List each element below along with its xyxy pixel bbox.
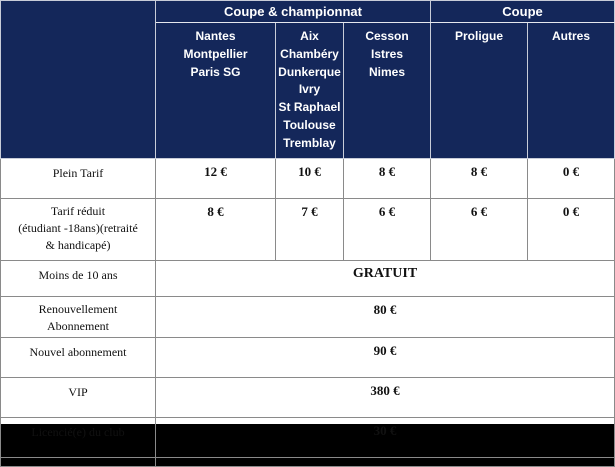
empty-cell [1, 458, 156, 467]
header-column-1 [156, 23, 276, 159]
city-label: Chambéry [280, 46, 339, 61]
price-cell: 8 € [431, 159, 528, 199]
header-column-3 [344, 23, 431, 159]
merged-value-cell: GRATUIT [156, 261, 615, 297]
merged-value-cell: 80 € [156, 297, 615, 338]
table-row-vip [1, 378, 615, 418]
city-label: Istres [370, 46, 404, 61]
row-label-line: & handicapé) [45, 238, 111, 252]
price-cell: 8 € [344, 159, 431, 199]
empty-cell [156, 458, 615, 467]
row-label-line: Renouvellement [38, 302, 118, 316]
city-label: Nantes [195, 29, 236, 43]
price-cell: 0 € [528, 199, 615, 261]
price-cell: 0 € [528, 159, 615, 199]
header-group-coupe-championnat: Coupe & championnat [156, 1, 431, 23]
row-label-line: Tarif réduit [50, 204, 106, 218]
row-label: Plein Tarif [1, 159, 156, 199]
row-label [1, 297, 156, 338]
city-label: Paris SG [190, 64, 241, 79]
row-label: Licencié(e) du club [1, 418, 156, 458]
city-label: Ivry [298, 82, 321, 97]
city-label: Proligue [455, 29, 504, 43]
header-column-4 [431, 23, 528, 159]
header-group-coupe: Coupe [431, 1, 615, 23]
table-row-nouvel-abonnement [1, 338, 615, 378]
merged-value-cell: 380 € [156, 378, 615, 418]
city-label: Cesson [365, 29, 409, 43]
city-label: Aix [300, 29, 319, 43]
header-column-5 [528, 23, 615, 159]
price-cell: 6 € [344, 199, 431, 261]
header-corner-cell [1, 1, 156, 159]
table-row-cropped [1, 458, 615, 467]
city-label: Tremblay [283, 135, 336, 150]
price-cell: 6 € [431, 199, 528, 261]
merged-value-cell: 90 € [156, 338, 615, 378]
header-column-2 [276, 23, 344, 159]
city-label: St Raphael [278, 100, 341, 115]
city-label: Montpellier [183, 46, 248, 61]
price-cell: 12 € [156, 159, 276, 199]
table-row-moins-10-ans [1, 261, 615, 297]
row-label-line: Abonnement [47, 319, 109, 333]
city-label: Dunkerque [278, 64, 341, 79]
row-label: Moins de 10 ans [1, 261, 156, 297]
row-label: Nouvel abonnement [1, 338, 156, 378]
price-cell: 8 € [156, 199, 276, 261]
row-label [1, 199, 156, 261]
row-label-line: (étudiant -18ans)(retraité [18, 221, 138, 235]
price-cell: 10 € [276, 159, 344, 199]
price-cell: 7 € [276, 199, 344, 261]
city-label: Nimes [368, 64, 406, 79]
row-label: VIP [1, 378, 156, 418]
merged-value-cell: 30 € [156, 418, 615, 458]
city-label: Autres [552, 29, 591, 43]
city-label: Toulouse [283, 117, 336, 132]
table-row-plein-tarif [1, 159, 615, 199]
table-row-renouvellement [1, 297, 615, 338]
table-row-tarif-reduit [1, 199, 615, 261]
